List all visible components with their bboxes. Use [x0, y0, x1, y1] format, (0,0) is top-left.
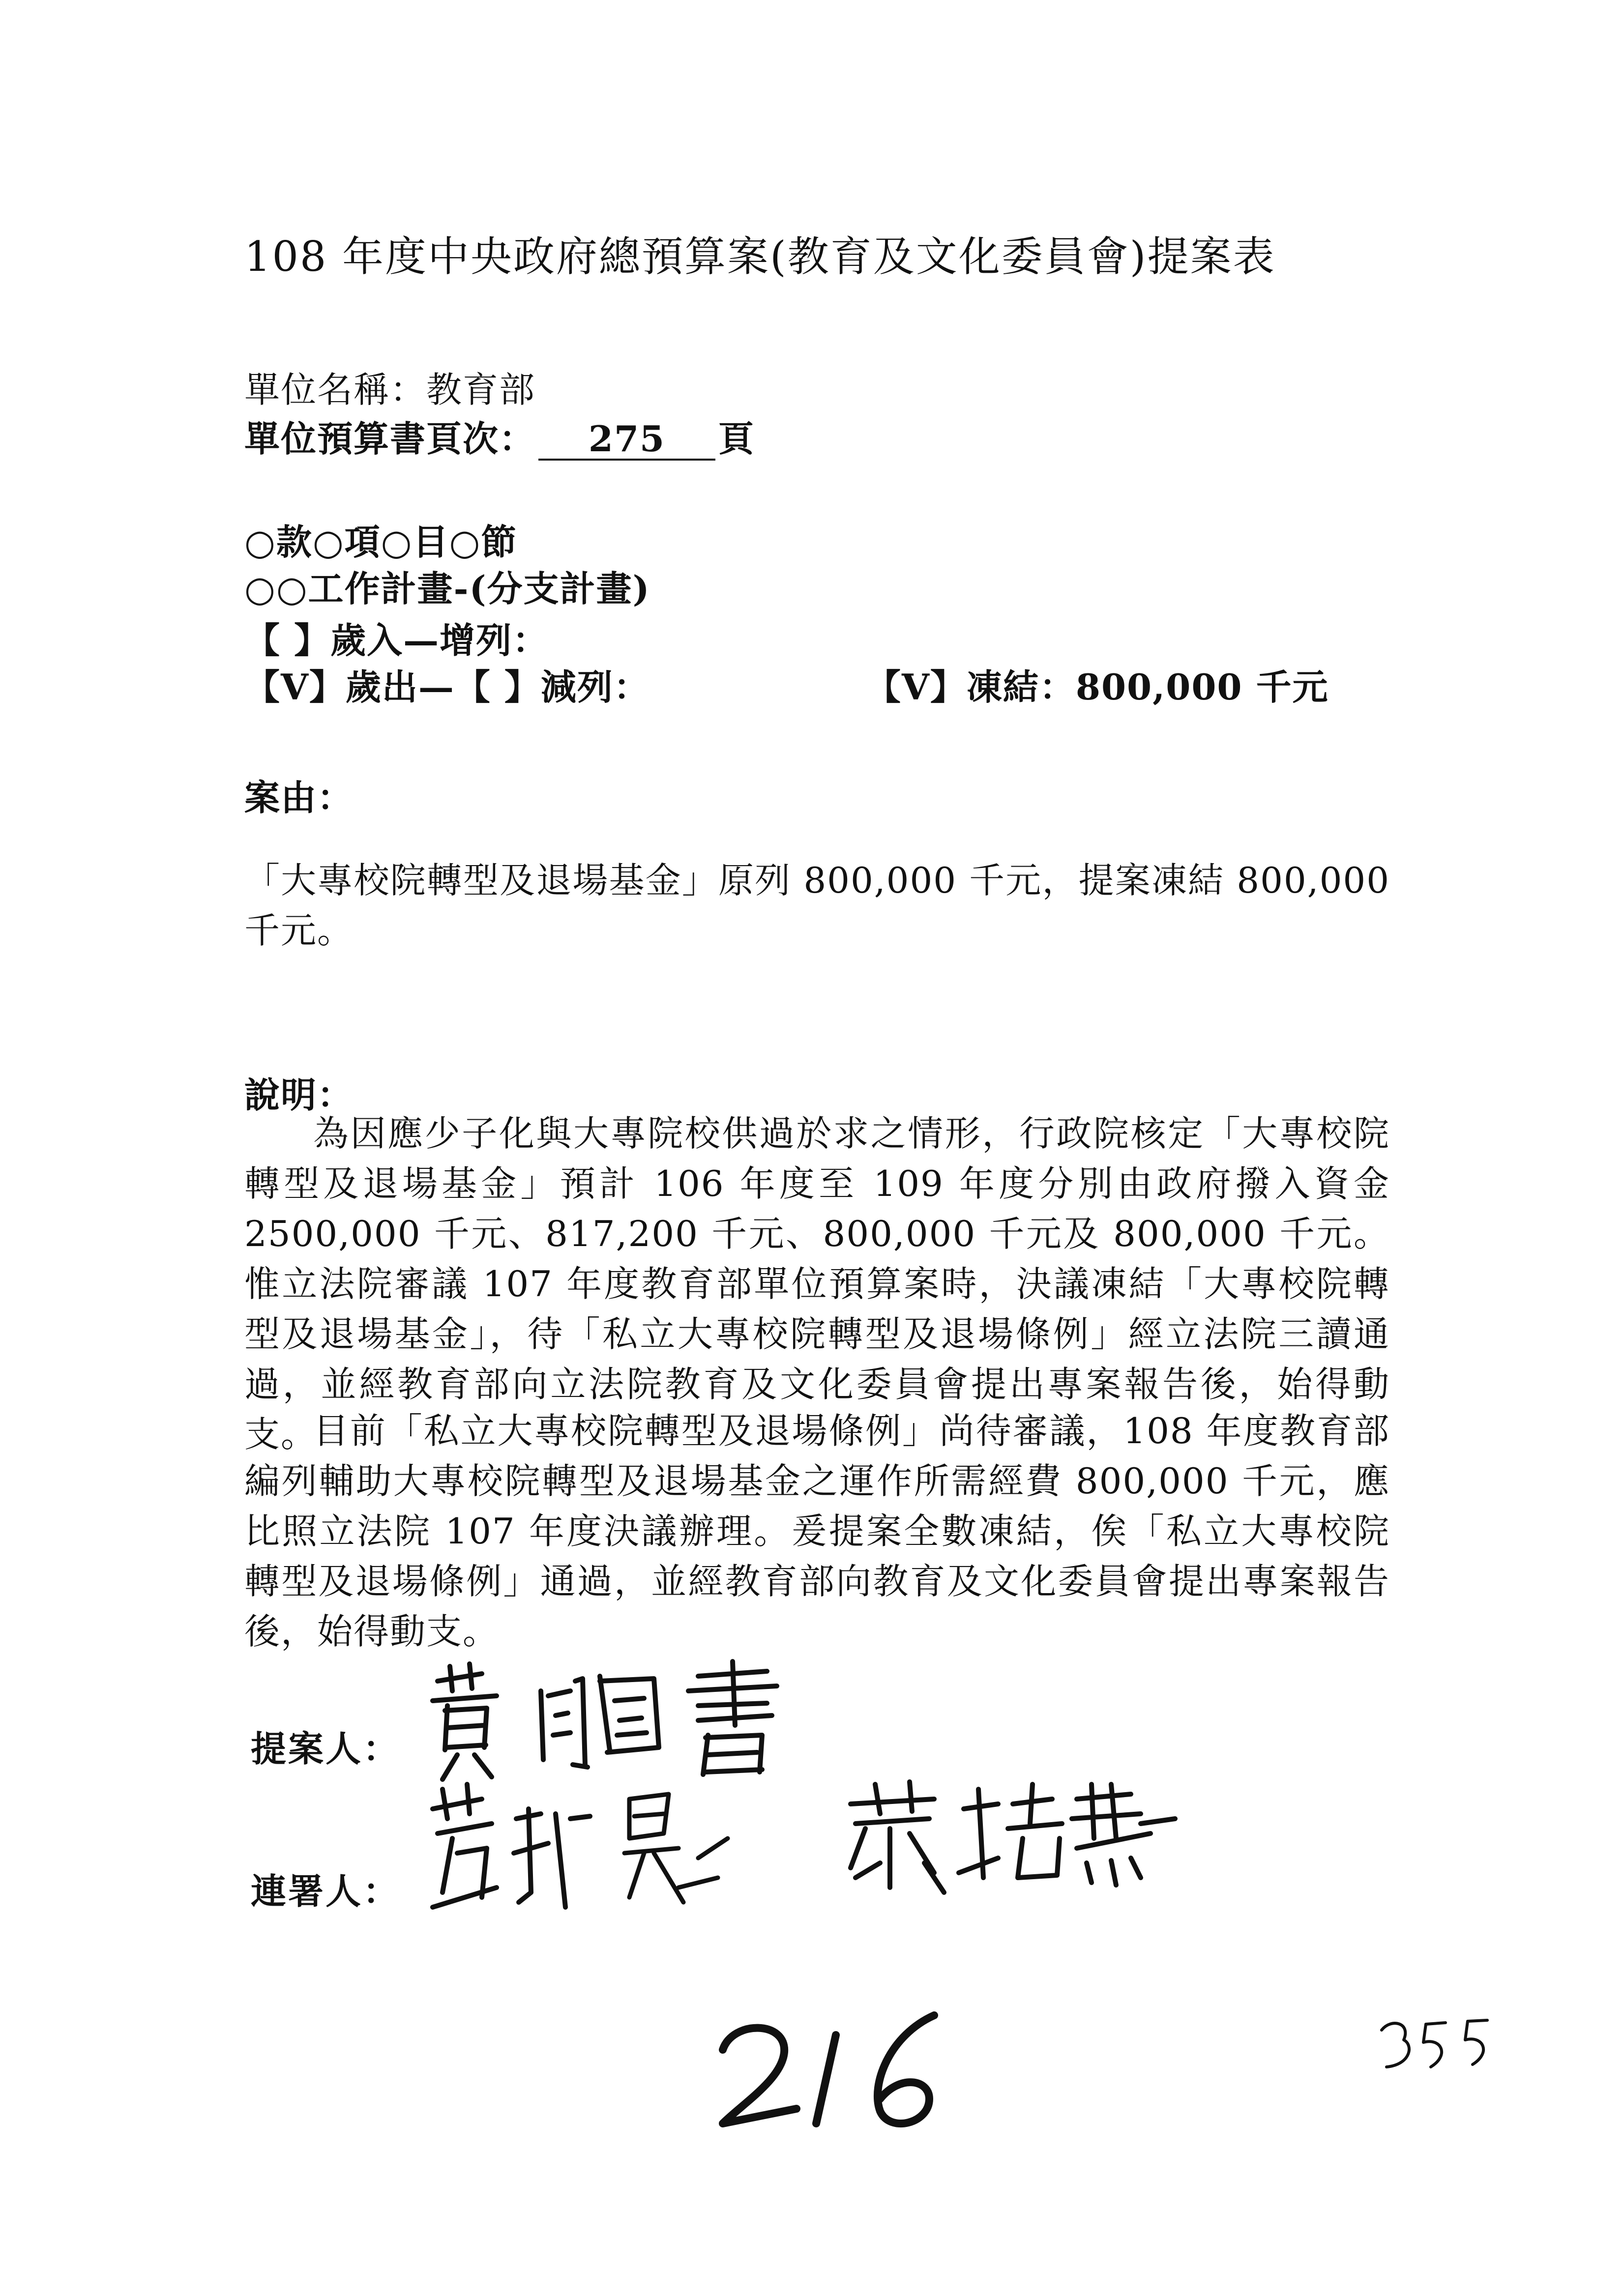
unit-page-row [244, 410, 755, 462]
proposer-signature [423, 1661, 826, 1789]
work-plan-line: ○○工作計畫-(分支計畫) [244, 568, 650, 610]
unit-page-label: 單位預算書頁次： [244, 418, 536, 460]
expenditure-line: 【V】歲出—【 】減列： [244, 666, 650, 708]
freeze-line: 【V】凍結：800,000 千元 [865, 666, 1329, 708]
explanation-paragraph-1: 為因應少子化與大專院校供過於求之情形，行政院核定「大專校院轉型及退場基金」預計 106 年度至 109 年度分別由政府撥入資金 2500,000 千元、817,200 千元、800,000 千元及 800,000 千元。惟立法院審議 107 年度教育部單位預算案時，決議凍結「大專校院轉型及退場基金」，待「私立大專校院轉型及退場條例」經立法院三讀通過，並經教育部向立法院教育及文化委員會提出專案報告後，始得動支。 [244, 1113, 1390, 1455]
handwritten-corner-number [1377, 2015, 1495, 2079]
budget-item-line: ○款○項○目○節 [244, 521, 518, 563]
revenue-line: 【 】歲入—增列： [244, 619, 549, 661]
cosigner-signature-2 [836, 1779, 1180, 1897]
explanation-paragraph-2: 目前「私立大專校院轉型及退場條例」尚待審議，108 年度教育部編列輔助大專校院轉型及退場基金之運作所需經費 800,000 千元，應比照立法院 107 年度決議辦理。爰提案全數凍結，俟「私立大專校院轉型及退場條例」通過，並經教育部向教育及文化委員會提出專案報告後，始得動支。 [244, 1410, 1390, 1652]
cosigner-label: 連署人： [251, 1870, 401, 1912]
reason-text: 「大專校院轉型及退場基金」原列 800,000 千元，提案凍結 800,000 千元。 [244, 860, 1390, 951]
explanation-label: 說明： [244, 1074, 354, 1116]
unit-name-row [244, 361, 535, 412]
unit-page-value: 275 [538, 419, 715, 461]
unit-name-label: 單位名稱： [244, 369, 427, 410]
cosigner-signature-1 [423, 1779, 757, 1927]
proposer-label: 提案人： [251, 1728, 401, 1770]
handwritten-page-number [713, 2005, 949, 2133]
unit-name-value: 教育部 [426, 369, 536, 410]
reason-label: 案由： [244, 777, 354, 818]
unit-page-suffix: 頁 [718, 418, 755, 460]
document-title: 108 年度中央政府總預算案(教育及文化委員會)提案表 [244, 233, 1276, 281]
